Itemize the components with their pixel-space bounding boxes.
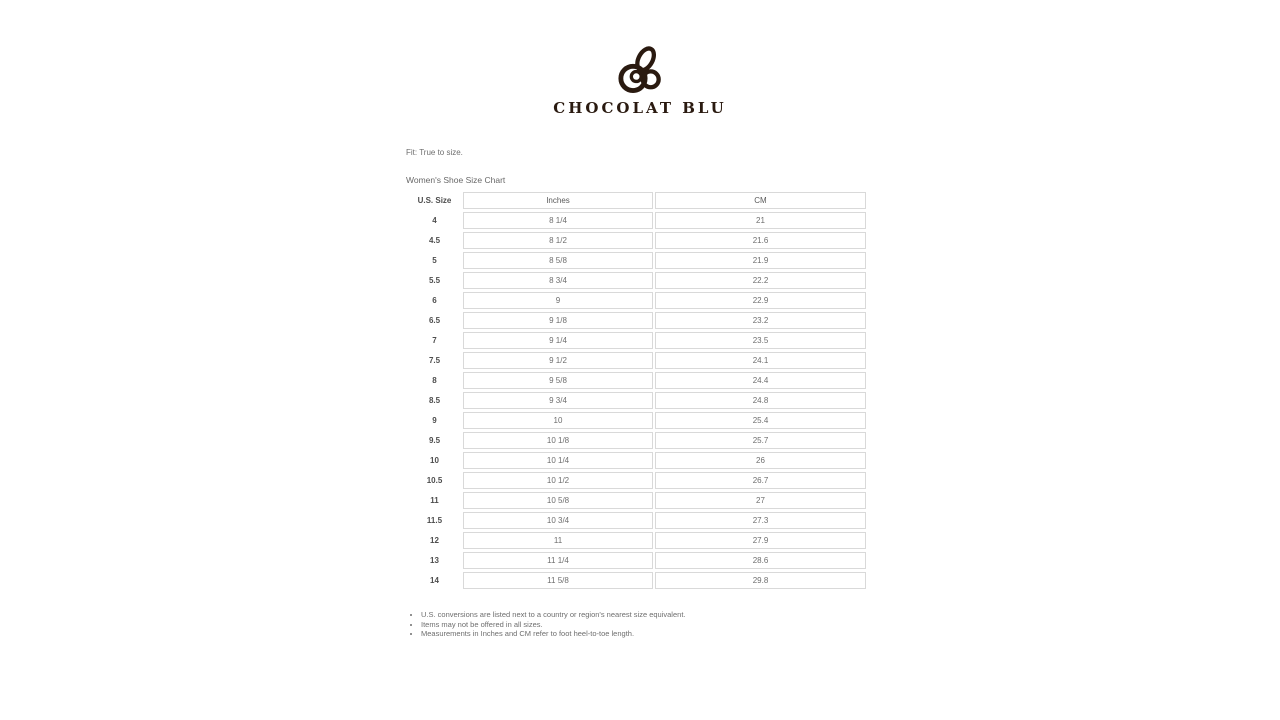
brand-logo [0,44,1280,118]
cell-us-size: 9 [432,416,437,425]
table-row [408,272,866,289]
cell-cm: 21.6 [655,232,866,249]
cell-inches: 9 1/4 [463,332,653,349]
table-row [408,252,866,269]
cell-cm: 22.9 [655,292,866,309]
table-row [408,332,866,349]
cell-inches: 10 3/4 [463,512,653,529]
cell-us-size: 13 [430,556,439,565]
footnote-item: • Measurements in Inches and CM refer to foot heel-to-toe length. [421,629,868,639]
table-row [408,552,866,569]
cell-inches: 9 1/8 [463,312,653,329]
table-row [408,412,866,429]
cell-us-size: 7.5 [428,356,441,365]
table-row [408,212,866,229]
cell-inches: 8 1/2 [463,232,653,249]
cell-us-size: 6.5 [428,316,441,325]
cell-cm: 27.3 [655,512,866,529]
cell-cm: 22.2 [655,272,866,289]
cell-us-size: 4 [432,216,437,225]
cell-inches: 9 5/8 [463,372,653,389]
cell-cm: 24.8 [655,392,866,409]
table-row [408,232,866,249]
cell-cm: 27.9 [655,532,866,549]
cell-inches: 10 1/8 [463,432,653,449]
cell-us-size: 9.5 [428,436,441,445]
table-row [408,452,866,469]
cell-us-size: 14 [430,576,439,585]
cell-cm: 23.5 [655,332,866,349]
table-row [408,512,866,529]
table-row [408,572,866,589]
cell-inches: 10 [463,412,653,429]
cell-us-size: 4.5 [428,236,441,245]
table-row [408,492,866,509]
cell-inches: 11 5/8 [463,572,653,589]
cell-inches: 10 1/4 [463,452,653,469]
table-row [408,432,866,449]
brand-wordmark: CHOCOLAT BLU [553,99,727,117]
size-chart-content [406,148,868,639]
cell-inches: 10 5/8 [463,492,653,509]
table-row [408,392,866,409]
cell-cm: 26 [655,452,866,469]
size-table [406,189,868,592]
fit-note: Fit: True to size. [406,148,463,157]
cell-us-size: 7 [432,336,437,345]
footnote-item: • Items may not be offered in all sizes. [421,620,868,630]
cell-us-size: 12 [430,536,439,545]
cell-cm: 27 [655,492,866,509]
cell-us-size: 5 [432,256,437,265]
cell-inches: 8 1/4 [463,212,653,229]
cell-inches: 9 [463,292,653,309]
cell-cm: 21 [655,212,866,229]
cell-us-size: 5.5 [428,276,441,285]
footnotes-list [411,610,868,639]
table-row [408,472,866,489]
table-row [408,532,866,549]
cell-cm: 24.4 [655,372,866,389]
cell-us-size: 8 [432,376,437,385]
cell-us-size: 10 [430,456,439,465]
cell-cm: 23.2 [655,312,866,329]
cell-cm: 24.1 [655,352,866,369]
cell-us-size: 11.5 [426,516,443,525]
cell-cm: 26.7 [655,472,866,489]
cell-inches: 8 5/8 [463,252,653,269]
cell-us-size: 11 [430,496,439,505]
table-header-row [408,192,866,209]
cell-us-size: 10.5 [426,476,443,485]
cell-inches: 10 1/2 [463,472,653,489]
size-table-body [408,212,866,589]
cell-inches: 11 1/4 [463,552,653,569]
footnote-item: • U.S. conversions are listed next to a country or region's nearest size equivalent. [421,610,868,620]
table-row [408,352,866,369]
cell-inches: 11 [463,532,653,549]
cell-inches: 8 3/4 [463,272,653,289]
table-row [408,292,866,309]
cell-cm: 25.7 [655,432,866,449]
column-header-inches: Inches [463,192,653,209]
cb-monogram-icon [612,44,668,96]
cell-cm: 21.9 [655,252,866,269]
cell-cm: 28.6 [655,552,866,569]
table-row [408,312,866,329]
cell-us-size: 6 [432,296,437,305]
column-header-cm: CM [655,192,866,209]
cell-cm: 29.8 [655,572,866,589]
table-row [408,372,866,389]
cell-inches: 9 3/4 [463,392,653,409]
cell-us-size: 8.5 [428,396,441,405]
chart-title: Women's Shoe Size Chart [406,175,506,185]
cell-cm: 25.4 [655,412,866,429]
cell-inches: 9 1/2 [463,352,653,369]
column-header-us-size: U.S. Size [417,196,452,205]
